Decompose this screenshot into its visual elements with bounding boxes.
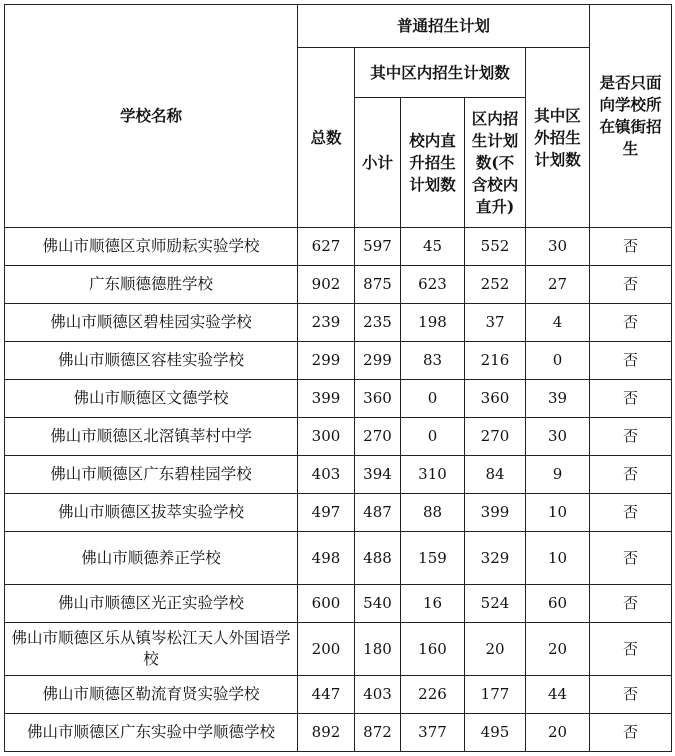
table-row (5, 342, 672, 380)
header-direct: 校内直升招生计划数 (401, 98, 465, 228)
table-row (5, 623, 672, 676)
table-row (5, 532, 672, 585)
cell-out-district: 10 (526, 532, 590, 585)
header-total: 总数 (298, 48, 355, 228)
cell-name: 佛山市顺德区勒流育贤实验学校 (5, 676, 298, 714)
table-row (5, 266, 672, 304)
cell-in-district: 552 (465, 228, 526, 266)
cell-name: 佛山市顺德区碧桂园实验学校 (5, 304, 298, 342)
cell-subtotal: 487 (355, 494, 401, 532)
cell-name: 佛山市顺德区拔萃实验学校 (5, 494, 298, 532)
cell-town-only: 否 (590, 456, 672, 494)
cell-out-district: 0 (526, 342, 590, 380)
cell-town-only: 否 (590, 676, 672, 714)
table-row (5, 714, 672, 752)
cell-name: 广东顺德德胜学校 (5, 266, 298, 304)
cell-direct: 226 (401, 676, 465, 714)
cell-town-only: 否 (590, 418, 672, 456)
cell-name: 佛山市顺德区广东碧桂园学校 (5, 456, 298, 494)
header-subtotal: 小计 (355, 98, 401, 228)
cell-in-district: 37 (465, 304, 526, 342)
cell-in-district: 252 (465, 266, 526, 304)
table-row (5, 304, 672, 342)
cell-subtotal: 488 (355, 532, 401, 585)
cell-in-district: 270 (465, 418, 526, 456)
table-row (5, 676, 672, 714)
cell-in-district: 524 (465, 585, 526, 623)
cell-subtotal: 597 (355, 228, 401, 266)
cell-out-district: 30 (526, 418, 590, 456)
cell-total: 892 (298, 714, 355, 752)
cell-subtotal: 360 (355, 380, 401, 418)
cell-out-district: 9 (526, 456, 590, 494)
table-row (5, 585, 672, 623)
table-row (5, 228, 672, 266)
cell-name: 佛山市顺德区光正实验学校 (5, 585, 298, 623)
cell-town-only: 否 (590, 623, 672, 676)
cell-subtotal: 180 (355, 623, 401, 676)
cell-in-district: 84 (465, 456, 526, 494)
header-in-district: 其中区内招生计划数 (355, 48, 526, 98)
cell-name: 佛山市顺德区容桂实验学校 (5, 342, 298, 380)
cell-name: 佛山市顺德养正学校 (5, 532, 298, 585)
cell-in-district: 177 (465, 676, 526, 714)
cell-subtotal: 235 (355, 304, 401, 342)
cell-total: 239 (298, 304, 355, 342)
cell-subtotal: 299 (355, 342, 401, 380)
cell-direct: 198 (401, 304, 465, 342)
cell-town-only: 否 (590, 228, 672, 266)
header-plan: 普通招生计划 (298, 5, 590, 48)
cell-subtotal: 394 (355, 456, 401, 494)
cell-total: 447 (298, 676, 355, 714)
header-out-district: 其中区外招生计划数 (526, 48, 590, 228)
cell-subtotal: 270 (355, 418, 401, 456)
cell-out-district: 20 (526, 714, 590, 752)
cell-out-district: 4 (526, 304, 590, 342)
cell-name: 佛山市顺德区广东实验中学顺德学校 (5, 714, 298, 752)
cell-out-district: 20 (526, 623, 590, 676)
cell-subtotal: 403 (355, 676, 401, 714)
cell-direct: 377 (401, 714, 465, 752)
cell-direct: 623 (401, 266, 465, 304)
cell-town-only: 否 (590, 585, 672, 623)
cell-in-district: 360 (465, 380, 526, 418)
table-row (5, 380, 672, 418)
cell-total: 600 (298, 585, 355, 623)
cell-total: 498 (298, 532, 355, 585)
cell-direct: 160 (401, 623, 465, 676)
cell-town-only: 否 (590, 532, 672, 585)
cell-direct: 0 (401, 418, 465, 456)
cell-subtotal: 540 (355, 585, 401, 623)
cell-town-only: 否 (590, 494, 672, 532)
cell-subtotal: 872 (355, 714, 401, 752)
cell-town-only: 否 (590, 342, 672, 380)
cell-in-district: 216 (465, 342, 526, 380)
cell-town-only: 否 (590, 304, 672, 342)
cell-out-district: 30 (526, 228, 590, 266)
cell-direct: 88 (401, 494, 465, 532)
cell-direct: 159 (401, 532, 465, 585)
cell-total: 497 (298, 494, 355, 532)
cell-in-district: 495 (465, 714, 526, 752)
cell-direct: 310 (401, 456, 465, 494)
cell-out-district: 60 (526, 585, 590, 623)
cell-name: 佛山市顺德区文德学校 (5, 380, 298, 418)
cell-out-district: 27 (526, 266, 590, 304)
table-row (5, 456, 672, 494)
cell-out-district: 44 (526, 676, 590, 714)
cell-direct: 45 (401, 228, 465, 266)
table-body (5, 228, 672, 752)
enrollment-plan-table (4, 4, 672, 752)
header-in-district-excl: 区内招生计划数(不含校内直升) (465, 98, 526, 228)
header-town-only: 是否只面向学校所在镇街招生 (590, 5, 672, 228)
cell-out-district: 39 (526, 380, 590, 418)
cell-name: 佛山市顺德区乐从镇岑松江天人外国语学校 (5, 623, 298, 676)
cell-direct: 83 (401, 342, 465, 380)
cell-total: 399 (298, 380, 355, 418)
cell-total: 627 (298, 228, 355, 266)
cell-name: 佛山市顺德区北滘镇莘村中学 (5, 418, 298, 456)
cell-in-district: 399 (465, 494, 526, 532)
cell-direct: 0 (401, 380, 465, 418)
cell-total: 403 (298, 456, 355, 494)
cell-total: 902 (298, 266, 355, 304)
header-school-name: 学校名称 (5, 5, 298, 228)
cell-in-district: 329 (465, 532, 526, 585)
cell-town-only: 否 (590, 266, 672, 304)
table-row (5, 494, 672, 532)
table-row (5, 418, 672, 456)
cell-subtotal: 875 (355, 266, 401, 304)
cell-town-only: 否 (590, 380, 672, 418)
cell-town-only: 否 (590, 714, 672, 752)
cell-in-district: 20 (465, 623, 526, 676)
cell-name: 佛山市顺德区京师励耘实验学校 (5, 228, 298, 266)
cell-total: 300 (298, 418, 355, 456)
cell-direct: 16 (401, 585, 465, 623)
cell-out-district: 10 (526, 494, 590, 532)
cell-total: 200 (298, 623, 355, 676)
cell-total: 299 (298, 342, 355, 380)
